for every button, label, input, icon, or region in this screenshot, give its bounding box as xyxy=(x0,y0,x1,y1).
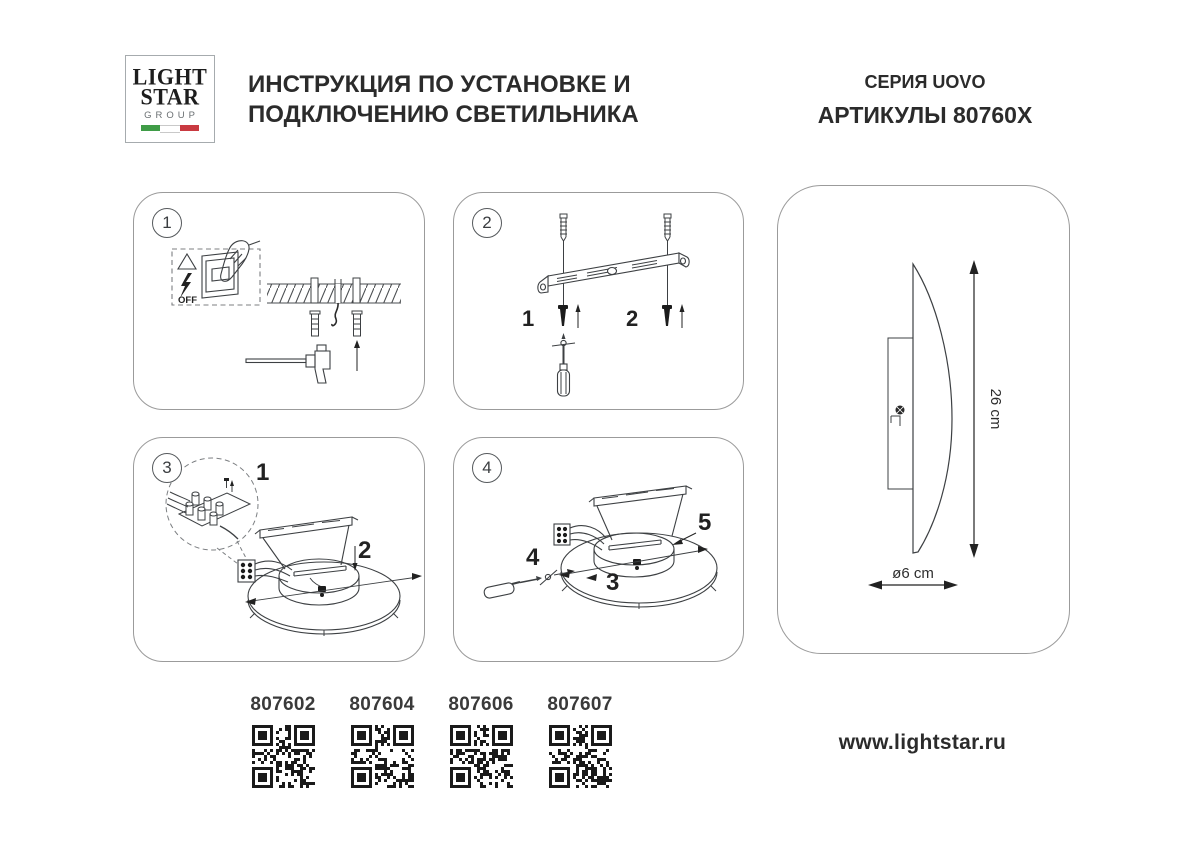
article-code: 807602 xyxy=(250,694,316,715)
lamp-assembly xyxy=(554,486,717,609)
step-2-badge: 2 xyxy=(472,208,502,238)
article-list xyxy=(250,694,613,788)
hand-icon xyxy=(221,241,249,282)
lightstar-logo xyxy=(125,55,215,143)
screwdriver-icon xyxy=(483,569,575,599)
logo-word-group: GROUP xyxy=(144,110,199,121)
diameter-label: ø6 cm xyxy=(892,565,934,582)
articles-title: АРТИКУЛЫ 80760X xyxy=(817,102,1033,128)
ceiling-section xyxy=(267,278,401,326)
logo-word-light: LIGHT xyxy=(132,63,208,90)
connector-block xyxy=(554,524,606,550)
article-code: 807607 xyxy=(547,694,613,715)
step4-label-4: 4 xyxy=(526,544,540,571)
article-807607 xyxy=(547,694,613,788)
screwdriver-icon xyxy=(552,333,575,396)
warning-box xyxy=(172,241,260,306)
svg-text:1: 1 xyxy=(522,306,535,331)
article-807604 xyxy=(349,694,415,788)
step-3-badge: 3 xyxy=(152,453,182,483)
qr-code xyxy=(351,725,414,788)
height-label: 26 cm xyxy=(987,388,1004,430)
flag-white-segment xyxy=(160,125,179,133)
step-1-badge: 1 xyxy=(152,208,182,238)
off-label: OFF xyxy=(178,295,197,306)
step-1-panel xyxy=(133,192,425,410)
side-view-panel xyxy=(777,185,1070,654)
mount-screw-detail xyxy=(891,406,905,427)
drill-icon xyxy=(246,345,330,383)
step-4-panel xyxy=(453,437,744,662)
page-title xyxy=(248,70,668,130)
side-view-illustration xyxy=(778,186,1069,653)
article-code: 807604 xyxy=(349,694,415,715)
lamp-profile xyxy=(888,264,952,553)
mounting-bracket xyxy=(538,253,689,293)
diameter-dimension xyxy=(868,565,958,590)
step-2-panel xyxy=(453,192,744,410)
series-block xyxy=(780,72,1070,129)
svg-text:5: 5 xyxy=(698,509,712,536)
website-url: www.lightstar.ru xyxy=(838,731,1007,754)
step-4-badge: 4 xyxy=(472,453,502,483)
svg-text:2: 2 xyxy=(358,537,372,564)
insert-arrow xyxy=(354,340,360,371)
page-title-line-2: ПОДКЛЮЧЕНИЮ СВЕТИЛЬНИКА xyxy=(248,101,639,128)
step-3-panel xyxy=(133,437,425,662)
logo-word-star: STAR xyxy=(140,83,200,110)
step4-label-3: 3 xyxy=(606,569,620,596)
terminal-detail-callout xyxy=(166,458,269,564)
article-807602 xyxy=(250,694,316,788)
article-code: 807606 xyxy=(448,694,514,715)
flag-red-segment xyxy=(180,125,199,131)
flag-green-segment xyxy=(141,125,160,131)
page-title-line-1: ИНСТРУКЦИЯ ПО УСТАНОВКЕ И xyxy=(248,71,631,98)
qr-code xyxy=(549,725,612,788)
screw-step-2 xyxy=(626,304,685,331)
screw-step-1 xyxy=(522,304,581,331)
qr-code xyxy=(252,725,315,788)
qr-code xyxy=(450,725,513,788)
wire xyxy=(332,303,338,326)
height-dimension xyxy=(970,260,1005,558)
connector-block xyxy=(238,560,292,582)
svg-text:2: 2 xyxy=(626,306,639,331)
series-name: СЕРИЯ UOVO xyxy=(864,72,986,92)
article-807606 xyxy=(448,694,514,788)
italian-flag-stripe xyxy=(141,125,199,131)
lamp-assembly xyxy=(238,517,422,636)
svg-text:1: 1 xyxy=(256,459,270,486)
